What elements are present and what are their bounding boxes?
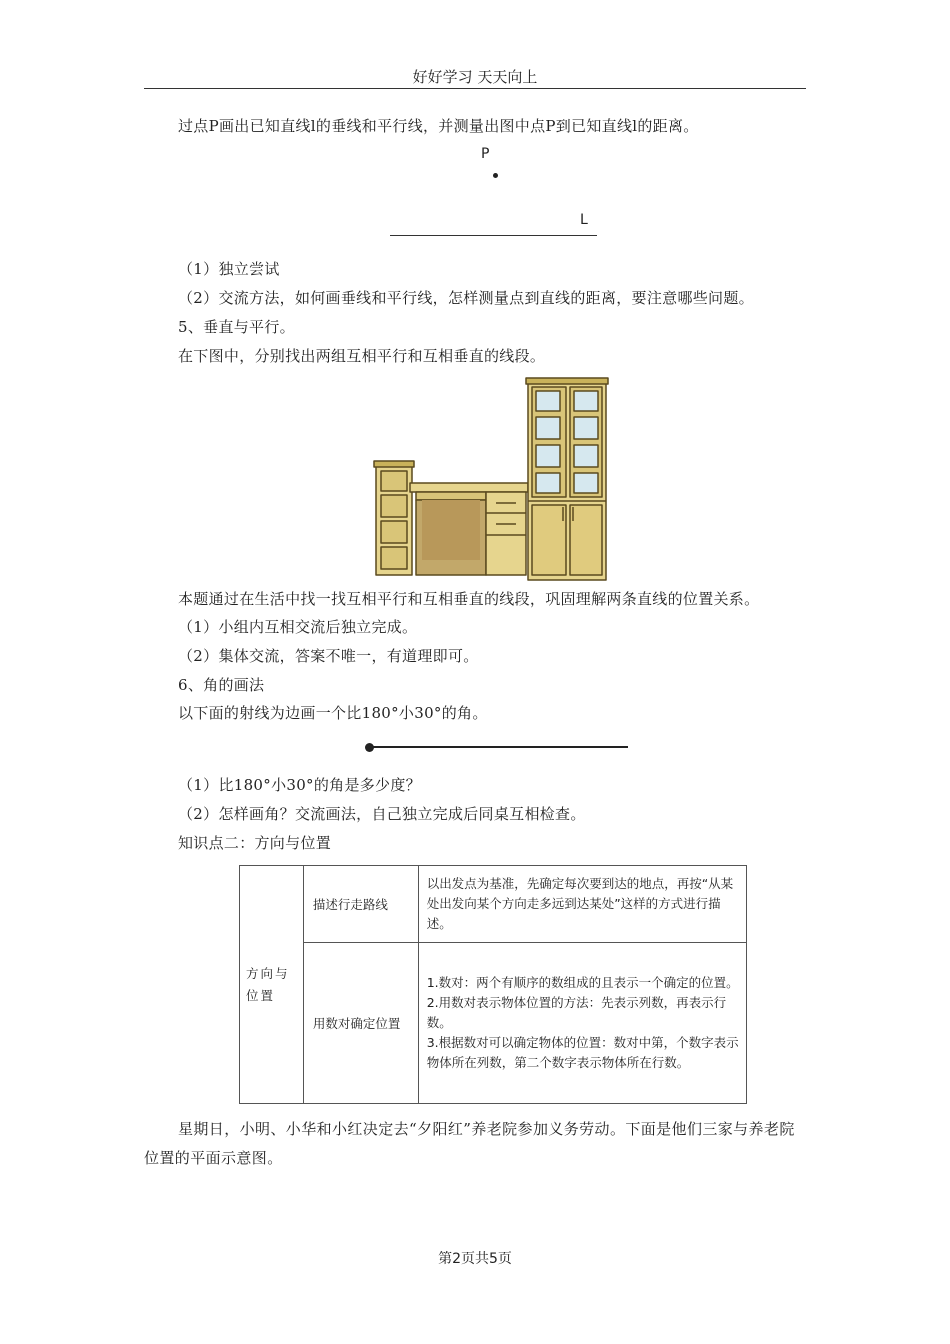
- step-independent: （1）独立尝试: [178, 260, 280, 278]
- table-category: 方向与位置: [240, 866, 304, 1104]
- closing-paragraph: 星期日，小明、小华和小红决定去“夕阳红”养老院参加义务劳动。下面是他们三家与养老院位置的平面示意图。: [144, 1120, 795, 1167]
- knowledge-point-title: 知识点二：方向与位置: [178, 834, 332, 852]
- table-topic: 用数对确定位置: [303, 943, 418, 1104]
- line-l: [390, 235, 597, 236]
- section-5-instruction: 在下图中，分别找出两组互相平行和互相垂直的线段。: [178, 347, 546, 365]
- section-6-title: 6、角的画法: [178, 676, 265, 694]
- table-content: 1.数对：两个有顺序的数组成的且表示一个确定的位置。 2.用数对表示物体位置的方法：先表示列数，再表示行数。 3.根据数对可以确定物体的位置：数对中第，个数字表示物体所在列数，第二个数字表示物体所在行数。: [418, 943, 746, 1104]
- point-label: P: [481, 146, 490, 162]
- header-divider: [144, 88, 806, 89]
- line-label: L: [580, 212, 588, 228]
- step-discuss-method: （2）交流方法，如何画垂线和平行线，怎样测量点到直线的距离，要注意哪些问题。: [178, 289, 754, 307]
- table-content: 以出发点为基准，先确定每次要到达的地点，再按“从某处出发向某个方向走多远到达某处”这样的方式进行描述。: [418, 866, 746, 943]
- page-number: 第2页共5页: [438, 1251, 512, 1267]
- step-how-to-draw: （2）怎样画角？交流画法，自己独立完成后同桌互相检查。: [178, 805, 586, 823]
- desk-drawer-pedestal: [486, 492, 526, 575]
- ray-line: [370, 746, 628, 748]
- intro-instruction: 过点P画出已知直线l的垂线和平行线，并测量出图中点P到已知直线l的距离。: [178, 117, 699, 135]
- point-p-dot: [493, 173, 498, 178]
- section-5-title: 5、垂直与平行。: [178, 318, 295, 336]
- table-topic: 描述行走路线: [303, 866, 418, 943]
- knowledge-table: [239, 865, 747, 1104]
- step-class-discussion: （2）集体交流，答案不唯一，有道理即可。: [178, 647, 479, 665]
- furniture-illustration: [370, 375, 615, 583]
- step-angle-degrees: （1）比180°小30°的角是多少度？: [178, 776, 421, 794]
- step-group-discussion: （1）小组内互相交流后独立完成。: [178, 618, 418, 636]
- section-6-instruction: 以下面的射线为边画一个比180°小30°的角。: [178, 704, 488, 722]
- header-title: 好好学习 天天向上: [412, 68, 538, 86]
- desk-top: [410, 483, 528, 492]
- section-5-note: 本题通过在生活中找一找互相平行和互相垂直的线段，巩固理解两条直线的位置关系。: [178, 590, 760, 608]
